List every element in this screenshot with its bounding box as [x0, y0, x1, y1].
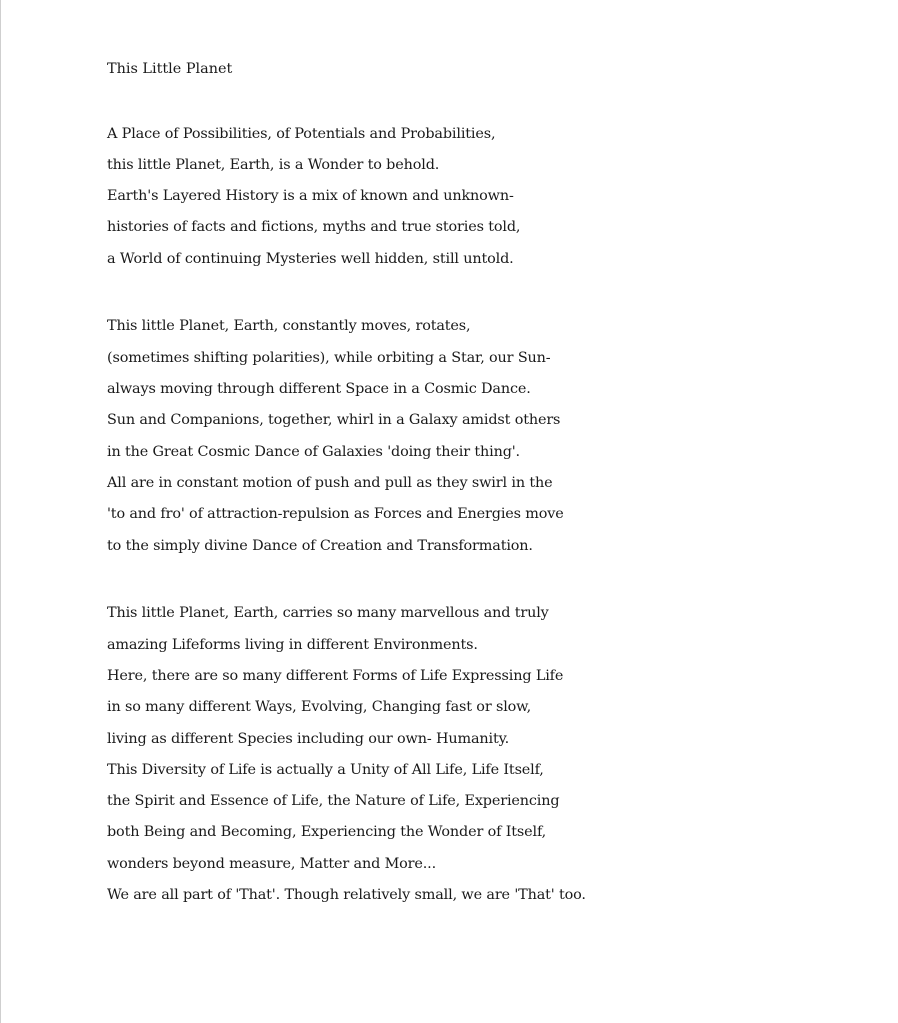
stanza-2: [107, 311, 807, 561]
poem-line: in the Great Cosmic Dance of Galaxies 'doing their thing'.: [107, 443, 520, 460]
poem-line: in so many different Ways, Evolving, Changing fast or slow,: [107, 699, 532, 716]
poem-line: This little Planet, Earth, constantly moves, rotates,: [107, 318, 471, 335]
poem-line: This Diversity of Life is actually a Unity of All Life, Life Itself,: [107, 761, 544, 778]
page-edge: [0, 0, 1, 1023]
poem-line: All are in constant motion of push and pull as they swirl in the: [107, 474, 553, 491]
poem-line: amazing Lifeforms living in different Environments.: [107, 636, 478, 653]
poem-line: wonders beyond measure, Matter and More...: [107, 855, 437, 872]
poem-line: A Place of Possibilities, of Potentials and Probabilities,: [107, 125, 496, 142]
poem-line: this little Planet, Earth, is a Wonder to behold.: [107, 156, 440, 173]
poem-line: We are all part of 'That'. Though relatively small, we are 'That' too.: [107, 887, 586, 904]
poem-title: This Little Planet: [107, 61, 233, 77]
poem-line: to the simply divine Dance of Creation and Transformation.: [107, 537, 533, 554]
poem-line: histories of facts and fictions, myths and true stories told,: [107, 219, 521, 236]
poem-line: Here, there are so many different Forms of Life Expressing Life: [107, 667, 564, 684]
poem-line: 'to and fro' of attraction-repulsion as Forces and Energies move: [107, 506, 564, 523]
poem-line: Sun and Companions, together, whirl in a Galaxy amidst others: [107, 412, 561, 429]
poem-line: a World of continuing Mysteries well hidden, still untold.: [107, 250, 514, 267]
poem-line: always moving through different Space in a Cosmic Dance.: [107, 381, 531, 398]
poem-line: the Spirit and Essence of Life, the Nature of Life, Experiencing: [107, 793, 560, 810]
poem-line: both Being and Becoming, Experiencing the Wonder of Itself,: [107, 824, 547, 841]
poem-line: (sometimes shifting polarities), while orbiting a Star, our Sun-: [107, 349, 551, 366]
document-body: [107, 56, 807, 911]
stanza-1: [107, 119, 807, 275]
stanza-3: [107, 598, 807, 911]
poem-line: living as different Species including our own- Humanity.: [107, 730, 510, 747]
poem-line: This little Planet, Earth, carries so many marvellous and truly: [107, 605, 549, 622]
poem-line: Earth's Layered History is a mix of known and unknown-: [107, 188, 514, 205]
